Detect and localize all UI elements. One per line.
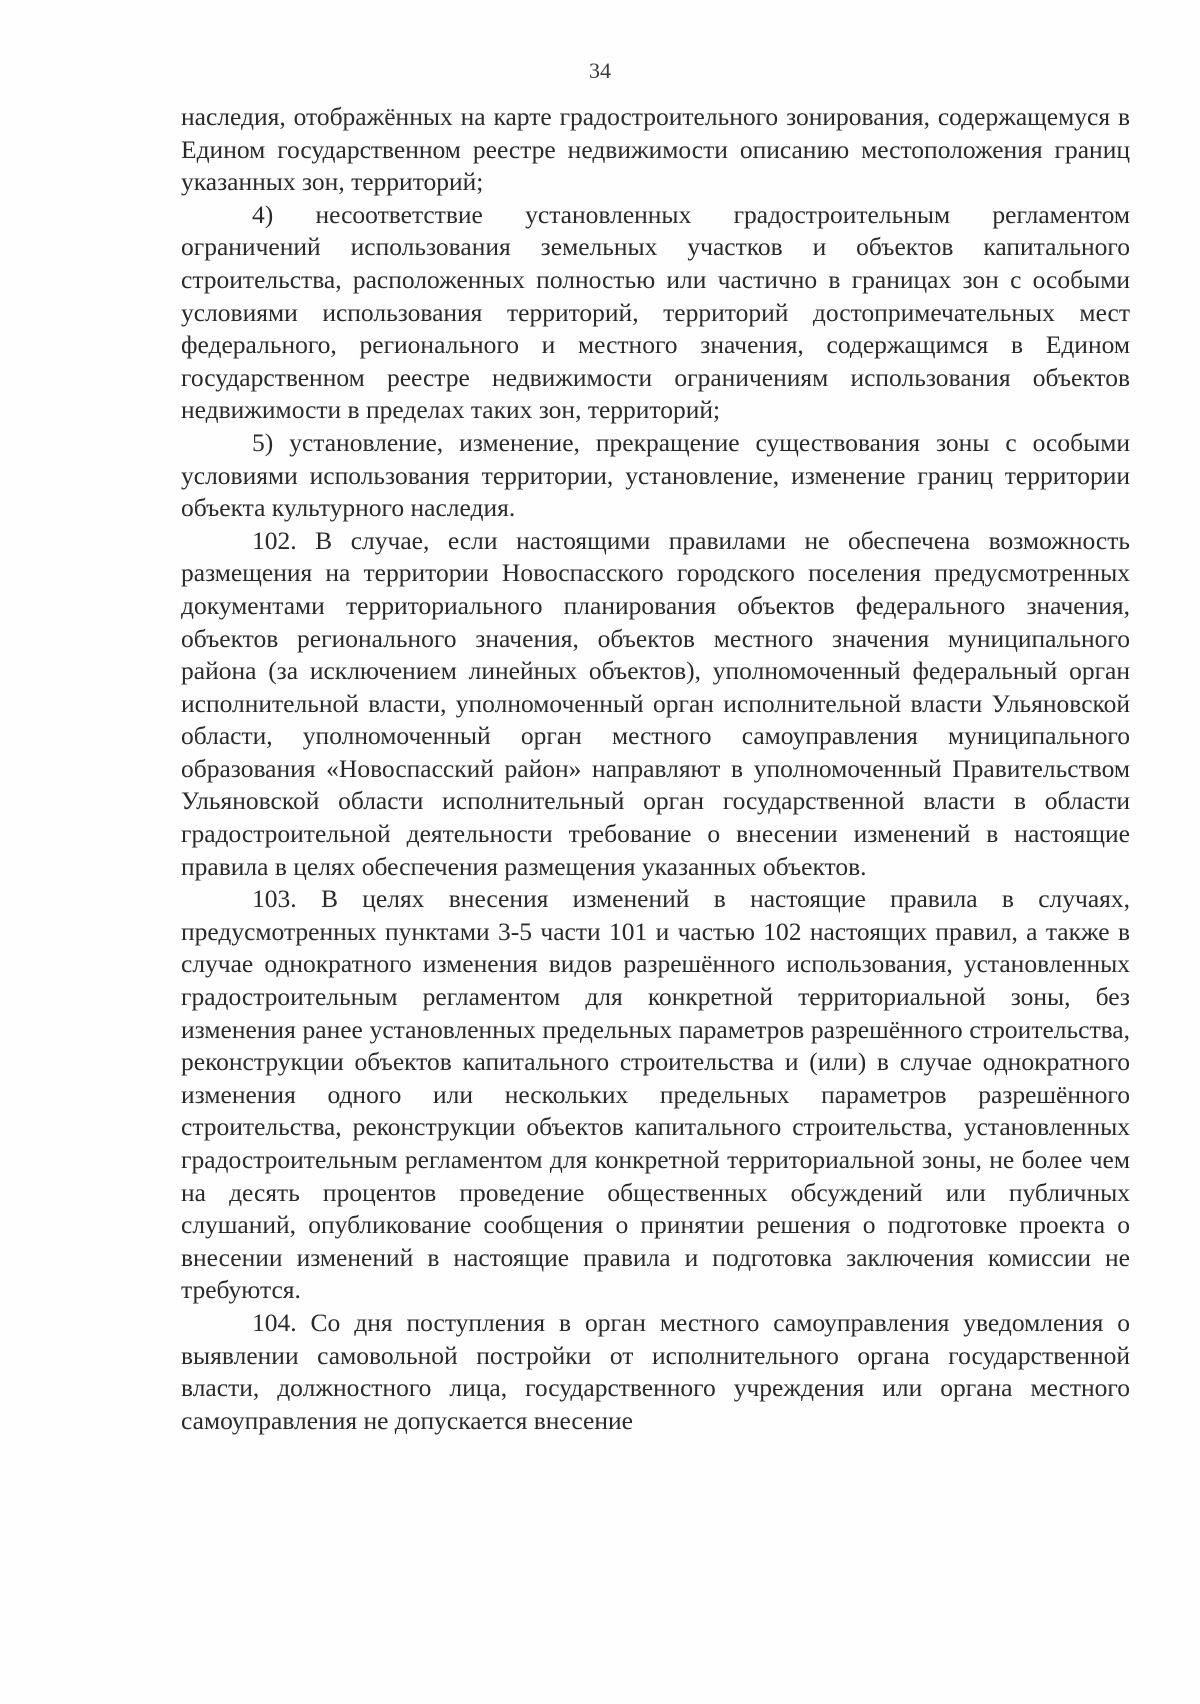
paragraph-continuation: наследия, отображённых на карте градостроительного зонирования, содержащемуся в Едином государственном реестре недвижимости описанию местоположения границ указанных зон, территорий; — [181, 102, 1130, 197]
document-body — [181, 101, 1130, 1437]
paragraph-102: 102. В случае, если настоящими правилами не обеспечена возможность размещения на территории Новоспасского городского поселения предусмотренных документами территориального планирования объектов федерального значения, объектов регионального значения, объектов местного значения муниципального района (за исключением линейных объектов), уполномоченный федеральный орган исполнительной власти, уполномоченный орган исполнительной власти Ульяновской области, уполномоченный орган местного самоуправления муниципального образования «Новоспасский район» направляют в уполномоченный Правительством Ульяновской области исполнительный орган государственной власти в области градостроительной деятельности требование о внесении изменений в настоящие правила в целях обеспечения размещения указанных объектов. — [181, 525, 1130, 881]
page-number: 34 — [589, 58, 611, 83]
paragraph-item-5: 5) установление, изменение, прекращение существования зоны с особыми условиями использования территории, установление, изменение границ территории объекта культурного наследия. — [181, 427, 1130, 523]
paragraph-104: 104. Со дня поступления в орган местного самоуправления уведомления о выявлении самовольной постройки от исполнительного органа государственной власти, должностного лица, государственного учреждения или органа местного самоуправления не допускается внесение — [181, 1307, 1130, 1435]
paragraph-103: 103. В целях внесения изменений в настоящие правила в случаях, предусмотренных пунктами 3-5 части 101 и частью 102 настоящих правил, а также в случае однократного изменения видов разрешённого использования, установленных градостроительным регламентом для конкретной территориальной зоны, без изменения ранее установленных предельных параметров разрешённого строительства, реконструкции объектов капитального строительства и (или) в случае однократного изменения одного или нескольких предельных параметров разрешённого строительства, реконструкции объектов капитального строительства, установленных градостроительным регламентом для конкретной территориальной зоны, не более чем на десять процентов проведение общественных обсуждений или публичных слушаний, опубликование сообщения о принятии решения о подготовке проекта о внесении изменений в настоящие правила и подготовка заключения комиссии не требуются. — [181, 884, 1130, 1305]
paragraph-item-4: 4) несоответствие установленных градостроительным регламентом ограничений использования земельных участков и объектов капитального строительства, расположенных полностью или частично в границах зон с особыми условиями использования территорий, территорий достопримечательных мест федерального, регионального и местного значения, содержащимся в Едином государственном реестре недвижимости ограничениям использования объектов недвижимости в пределах таких зон, территорий; — [181, 199, 1130, 425]
